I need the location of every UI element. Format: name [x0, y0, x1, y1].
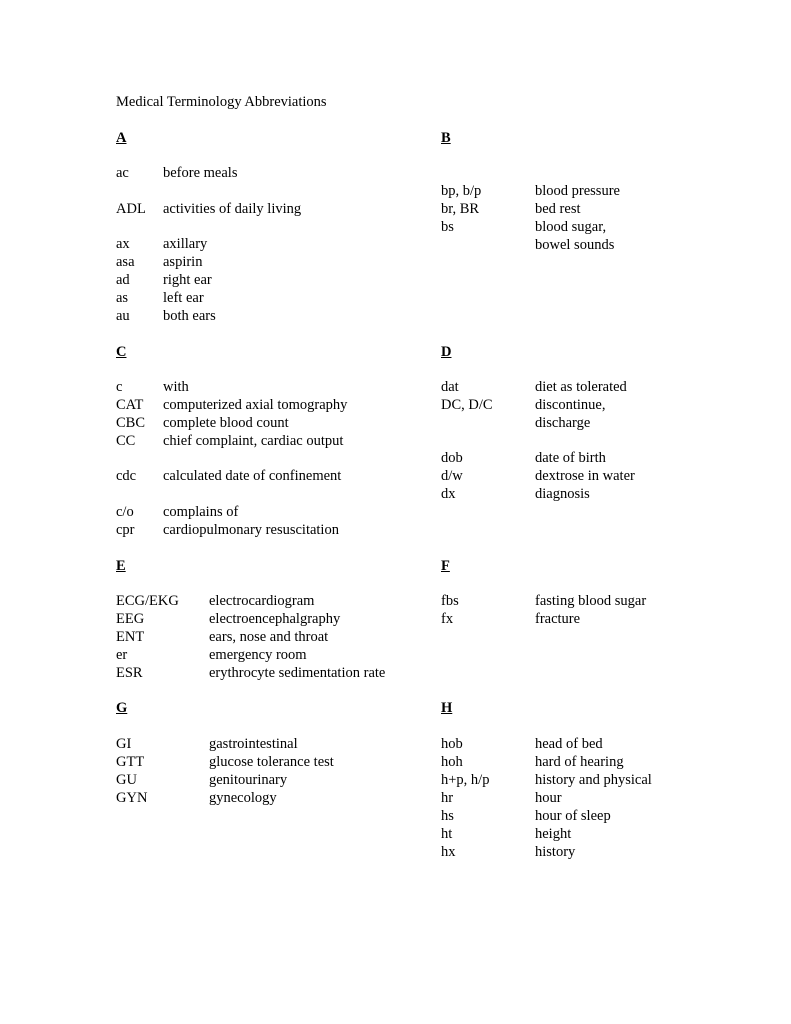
abbreviation: GYN: [116, 790, 148, 806]
definition: chief complaint, cardiac output: [163, 433, 344, 449]
abbreviation: EEG: [116, 611, 145, 627]
definition: both ears: [163, 308, 216, 324]
definition: computerized axial tomography: [163, 397, 348, 413]
definition: blood sugar,: [535, 219, 607, 235]
abbreviation: au: [116, 308, 130, 324]
abbreviation: bs: [441, 219, 454, 235]
abbreviation: ESR: [116, 665, 143, 681]
abbreviation: dob: [441, 450, 463, 466]
definition: bed rest: [535, 201, 581, 217]
definition: gynecology: [209, 790, 277, 806]
abbreviation: hoh: [441, 754, 463, 770]
definition: height: [535, 826, 572, 842]
abbreviation: ENT: [116, 629, 145, 645]
definition: cardiopulmonary resuscitation: [163, 522, 339, 538]
section-heading-g: G: [116, 700, 128, 716]
abbreviation: CC: [116, 433, 136, 449]
definition: history: [535, 844, 576, 860]
definition: hour: [535, 790, 562, 806]
definition: diet as tolerated: [535, 379, 627, 395]
abbreviation: fx: [441, 611, 454, 627]
definition: discontinue,: [535, 397, 606, 413]
definition: complete blood count: [163, 415, 289, 431]
definition: gastrointestinal: [209, 736, 298, 752]
page-title: Medical Terminology Abbreviations: [116, 94, 327, 110]
definition: left ear: [163, 290, 204, 306]
abbreviation: CAT: [116, 397, 144, 413]
section-heading-b: B: [441, 130, 451, 146]
abbreviation: ac: [116, 165, 129, 181]
definition: bowel sounds: [535, 237, 615, 253]
abbreviation: c: [116, 379, 123, 395]
definition: electroencephalgraphy: [209, 611, 341, 627]
definition: hard of hearing: [535, 754, 624, 770]
abbreviation: hob: [441, 736, 463, 752]
abbreviation: dat: [441, 379, 459, 395]
abbreviation: ad: [116, 272, 130, 288]
abbreviation: hr: [441, 790, 454, 806]
abbreviation: er: [116, 647, 128, 663]
definition: dextrose in water: [535, 468, 635, 484]
definition: axillary: [163, 236, 208, 252]
definition: blood pressure: [535, 183, 620, 199]
definition: electrocardiogram: [209, 593, 315, 609]
abbreviation: ht: [441, 826, 453, 842]
abbreviation: ADL: [116, 201, 146, 217]
abbreviation: GU: [116, 772, 137, 788]
definition: complains of: [163, 504, 239, 520]
definition: discharge: [535, 415, 591, 431]
definition: with: [163, 379, 189, 395]
definition: before meals: [163, 165, 238, 181]
abbreviation: hx: [441, 844, 456, 860]
abbreviation: asa: [116, 254, 135, 270]
abbreviation: ax: [116, 236, 130, 252]
abbreviation: hs: [441, 808, 454, 824]
definition: date of birth: [535, 450, 606, 466]
abbreviation: CBC: [116, 415, 146, 431]
abbreviation: GTT: [116, 754, 145, 770]
definition: hour of sleep: [535, 808, 611, 824]
definition: calculated date of confinement: [163, 468, 342, 484]
abbreviation: h+p, h/p: [441, 772, 490, 788]
abbreviation: c/o: [116, 504, 134, 520]
section-heading-f: F: [441, 558, 450, 574]
abbreviation: dx: [441, 486, 456, 502]
definition: fracture: [535, 611, 581, 627]
section-heading-a: A: [116, 130, 127, 146]
abbreviation: cdc: [116, 468, 137, 484]
abbreviation: ECG/EKG: [116, 593, 179, 609]
definition: ears, nose and throat: [209, 629, 329, 645]
section-heading-c: C: [116, 344, 127, 360]
definition: emergency room: [209, 647, 307, 663]
abbreviation: DC, D/C: [441, 397, 493, 413]
definition: genitourinary: [209, 772, 288, 788]
abbreviation: fbs: [441, 593, 459, 609]
definition: right ear: [163, 272, 212, 288]
abbreviation: as: [116, 290, 129, 306]
definition: history and physical: [535, 772, 652, 788]
abbreviation: GI: [116, 736, 132, 752]
definition: erythrocyte sedimentation rate: [209, 665, 386, 681]
abbreviation: d/w: [441, 468, 463, 484]
abbreviation: br, BR: [441, 201, 480, 217]
section-heading-d: D: [441, 344, 452, 360]
definition: aspirin: [163, 254, 203, 270]
section-heading-e: E: [116, 558, 126, 574]
definition: fasting blood sugar: [535, 593, 647, 609]
definition: activities of daily living: [163, 201, 302, 217]
section-heading-h: H: [441, 700, 453, 716]
definition: diagnosis: [535, 486, 590, 502]
abbreviation: bp, b/p: [441, 183, 482, 199]
definition: head of bed: [535, 736, 603, 752]
definition: glucose tolerance test: [209, 754, 334, 770]
abbreviation: cpr: [116, 522, 135, 538]
